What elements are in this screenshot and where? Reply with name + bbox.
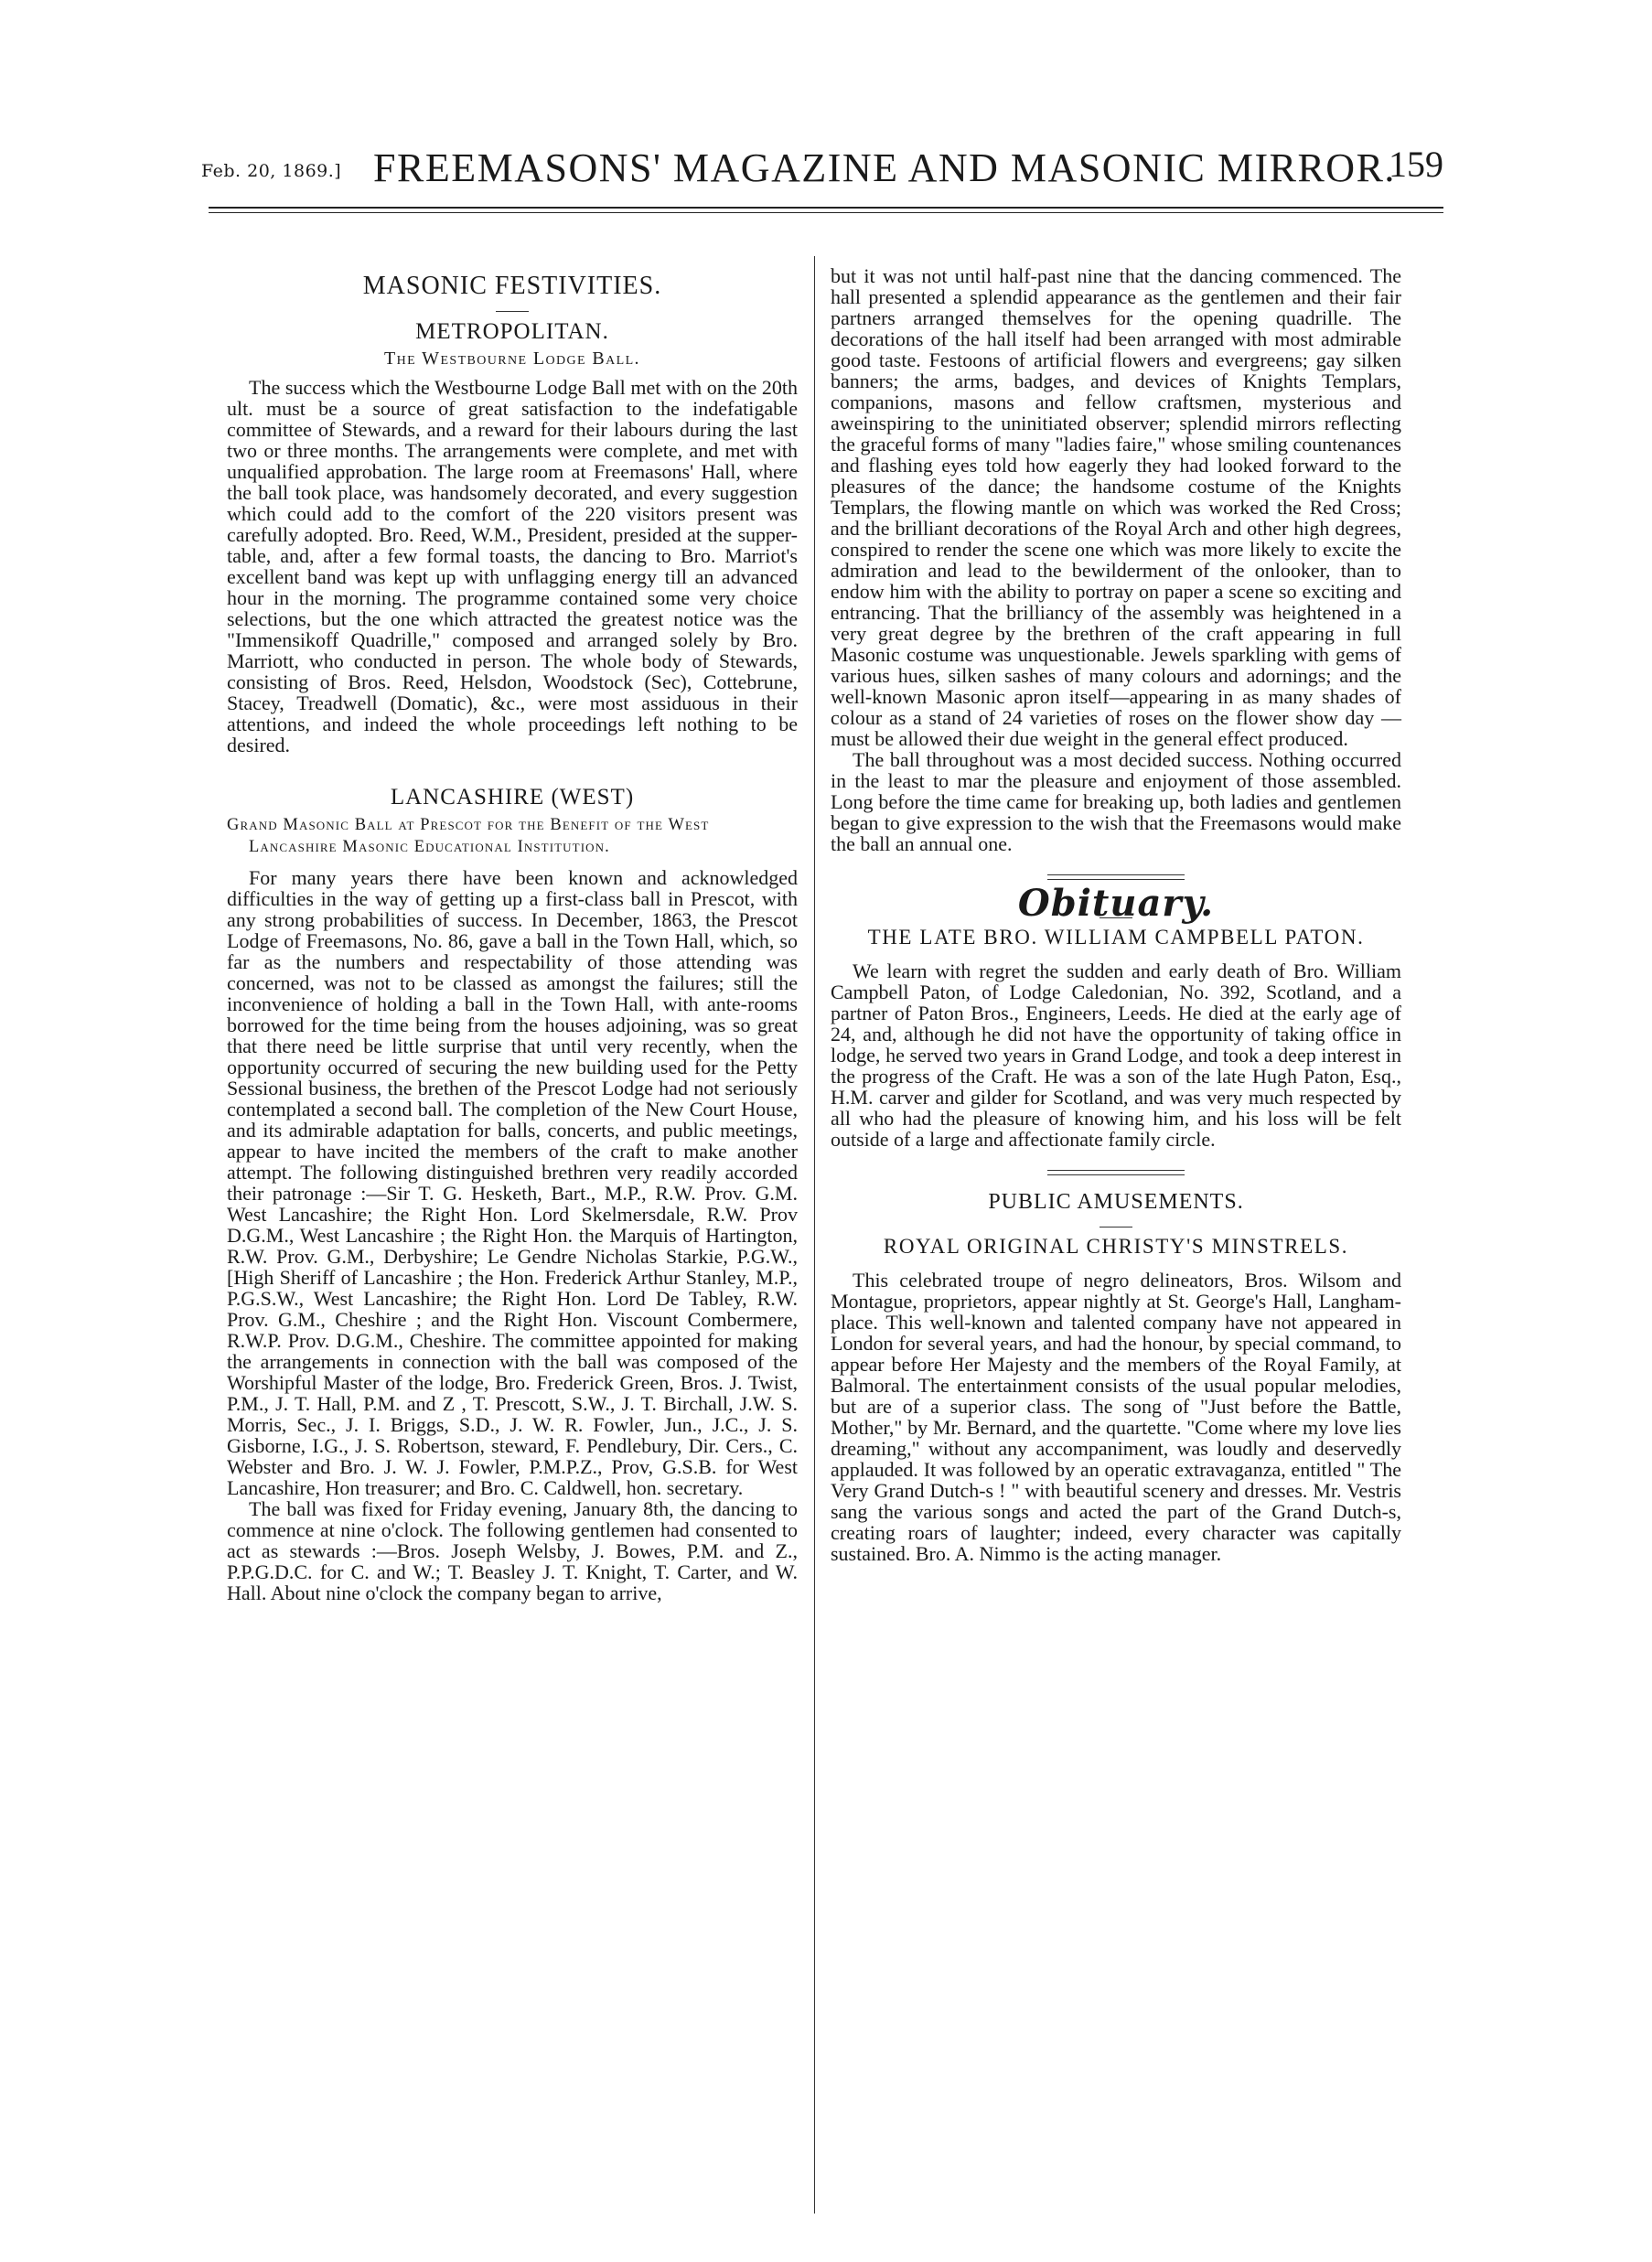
westbourne-ball-heading: The Westbourne Lodge Ball. [384,348,640,369]
prescot-article-continued: but it was not until half-past nine that the dancing commenced. The hall presented a splendid appearance as the gentlemen and their fair partners arranged themselves for the opening quadrille. The decorations of the hall itself had been arranged with most admirable good taste. Festoons of artificial flowers and evergreens; gay silken banners; the arms, badges, and devices of Knights Templars, companions, masons and fellow craftsmen, mysterious and aweinspiring to the uninitiated observer; splendid mirrors reflecting the graceful forms of many "ladies faire," whose smiling countenances and flashing eyes told how eagerly they had looked forward to the pleasures of the dance; the handsome costume of the Knights Templars, the flowing mantle on which was worked the Red Cross; and the brilliant decorations of the Royal Arch and other high degrees, conspired to render the scene one which was more likely to excite the admiration and lead to the bewilderment of the onlooker, than to endow him with the ability to portray on paper a scene so exciting and entrancing. That the brilliancy of the assembly was heightened in a very great degree by the brethren of the craft appearing in full Masonic costume was unquestionable. Jewels sparkling with gems of various hues, silken sashes of many colours and adornings; and the well-known Masonic apron itself—appearing in as many shades of colour as a stand of 24 varieties of roses on the flower show day —must be allowed their due weight in the general effect produced. [831,264,1401,750]
issue-date: Feb. 20, 1869.] [201,161,342,181]
header-rule-top [209,207,1443,209]
christy-minstrels-heading: ROYAL ORIGINAL CHRISTY'S MINSTRELS. [883,1235,1349,1258]
paton-obituary-text: We learn with regret the sudden and early death of Bro. William Campbell Paton, of Lodge Caledonian, No. 392, Scotland, and a partner of Paton Bros., Engineers, Leeds. He died at the early age of 24, and, although he did not have the opportunity of taking office in lodge, he served two years in Grand Lodge, and took a deep interest in the progress of the Craft. He was a son of the late Hugh Paton, Esq., H.M. carver and gilder for Scotland, and was very much respected by all who had the pleasure of knowing him, and his loss will be felt outside of a large and affectionate family circle. [831,959,1401,1151]
magazine-title: FREEMASONS' MAGAZINE AND MASONIC MIRROR. [373,145,1396,190]
section-divider-obituary [1047,874,1185,880]
christy-minstrels-text: This celebrated troupe of negro delineators, Bros. Wilsom and Montague, proprietors, appear nightly at St. George's Hall, Langham-place. This well-known and talented company have not appeared in London for several years, and had the honour, by special command, to appear before Her Majesty and the members of the Royal Family, at Balmoral. The entertainment consists of the usual popular melodies, but are of a superior class. The song of "Just before the Battle, Mother," by Mr. Bernard, and the quartette. "Come where my love lies dreaming," without any accompaniment, was loudly and deservedly applauded. It was followed by an operatic extravaganza, entitled " The Very Grand Dutch-s ! " with beautiful scenery and dresses. Mr. Vestris sang the various songs and acted the part of the Grand Dutch-s, creating roars of laughter; indeed, every character was capitally sustained. Bro. A. Nimmo is the acting manager. [831,1269,1401,1565]
obituary-heading: Obituary. [1017,882,1215,925]
prescot-ball-heading: Grand Masonic Ball at Prescot for the Benefit of the West Lancashire Masonic Educational Institution. [227,816,710,856]
spacer [227,756,798,779]
short-rule [496,311,529,312]
westbourne-article-text: The success which the Westbourne Lodge Ball met with on the 20th ult. must be a source of great satisfaction to the indefatigable committee of Stewards, and a reward for their labours during the last two or three months. The arrangements were complete, and met with unqualified approbation. The large room at Freemasons' Hall, where the ball took place, was handsomely decorated, and every suggestion which could add to the comfort of the 220 visitors present was carefully adopted. Bro. Reed, W.M., President, presided at the supper-table, and, after a few formal toasts, the dancing to Bro. Marriot's excellent band was kept up with unflagging energy till an advanced hour in the morning. The programme contained some very choice selections, but the one which attracted the greatest notice was the "Immensikoff Quadrille," composed and arranged solely by Bro. Marriott, who conducted in person. The whole body of Stewards, consisting of Bros. Reed, Helsdon, Woodstock (Sec), Cottebrune, Stacey, Treadwell (Domatic), &c., were most assiduous in their attentions, and indeed the whole proceedings left nothing to be desired. [227,376,798,756]
column-divider [814,256,815,2214]
right-column [831,265,1401,2186]
public-amusements-heading: PUBLIC AMUSEMENTS. [988,1190,1244,1214]
prescot-article-text-2: The ball was fixed for Friday evening, January 8th, the dancing to commence at nine o'clock. The following gentlemen had consented to act as stewards :—Bros. Joseph Welsby, J. Bowes, P.M. and Z., P.P.G.D.C. for C. and W.; T. Beasley J. T. Knight, T. Carter, and W. Hall. About nine o'clock the company began to arrive, [227,1497,798,1604]
prescot-article-closing: The ball throughout was a most decided success. Nothing occurred in the least to mar the pleasure and enjoyment of those assembled. Long before the time came for breaking up, both ladies and gentlemen began to give expression to the wish that the Freemasons would make the ball an annual one. [831,748,1401,855]
section-title-masonic-festivities: MASONIC FESTIVITIES. [362,272,662,300]
lancashire-heading: LANCASHIRE (WEST) [390,785,635,809]
section-divider-amusements [1047,1170,1185,1175]
metropolitan-heading: METROPOLITAN. [415,319,609,344]
header-rule-bottom [209,212,1443,213]
prescot-article-text-1: For many years there have been known and acknowledged difficulties in the way of getting up a first-class ball in Prescot, with any strong probabilities of success. In December, 1863, the Prescot Lodge of Freemasons, No. 86, gave a ball in the Town Hall, which, so far as the numbers and respectability of those attending was concerned, was not to be classed as amongst the failures; still the inconvenience of holding a ball in the Town Hall, with ante-rooms borrowed for the time being from the houses adjoining, was so great that there need be little surprise that until very recently, when the opportunity occurred of securing the new building used for the Petty Sessional business, the brethen of the Prescot Lodge had not seriously contemplated a second ball. The completion of the New Court House, and its admirable adaptation for balls, concerts, and public meetings, appear to have incited the members of the craft to make another attempt. The following distinguished brethren very readily accorded their patronage :—Sir T. G. Hesketh, Bart., M.P., R.W. Prov. G.M. West Lancashire; the Right Hon. Lord Skelmersdale, R.W. Prov D.G.M., West Lancashire ; the Right Hon. the Marquis of Hartington, R.W. Prov. G.M., Derbyshire; Le Gendre Nicholas Starkie, P.G.W., [High Sheriff of Lancashire ; the Hon. Frederick Arthur Stanley, M.P., P.G.S.W., West Lancashire; the Right Hon. Lord De Tabley, R.W. Prov. G.M., Cheshire ; and the Right Hon. Viscount Combermere, R.W.P. Prov. D.G.M., Cheshire. The committee appointed for making the arrangements in connection with the ball was composed of the Worshipful Master of the lodge, Bro. Frederick Green, Bros. J. Twist, P.M., J. T. Hall, P.M. and Z , T. Prescott, S.W., J. T. Birchall, J.W. S. Morris, Sec., J. I. Briggs, S.D., J. W. R. Fowler, Jun., J.C., J. S. Gisborne, I.G., J. S. Robertson, steward, F. Pendlebury, Dir. Cers., C. Webster and Bro. J. W. J. Fowler, P.M.P.Z., Prov, G.S.B. for West Lancashire, Hon treasurer; and Bro. C. Caldwell, hon. secretary. [227,866,798,1499]
page-number: 159 [1389,144,1443,185]
paton-heading: THE LATE BRO. WILLIAM CAMPBELL PATON. [867,926,1365,949]
left-column [227,265,798,2186]
